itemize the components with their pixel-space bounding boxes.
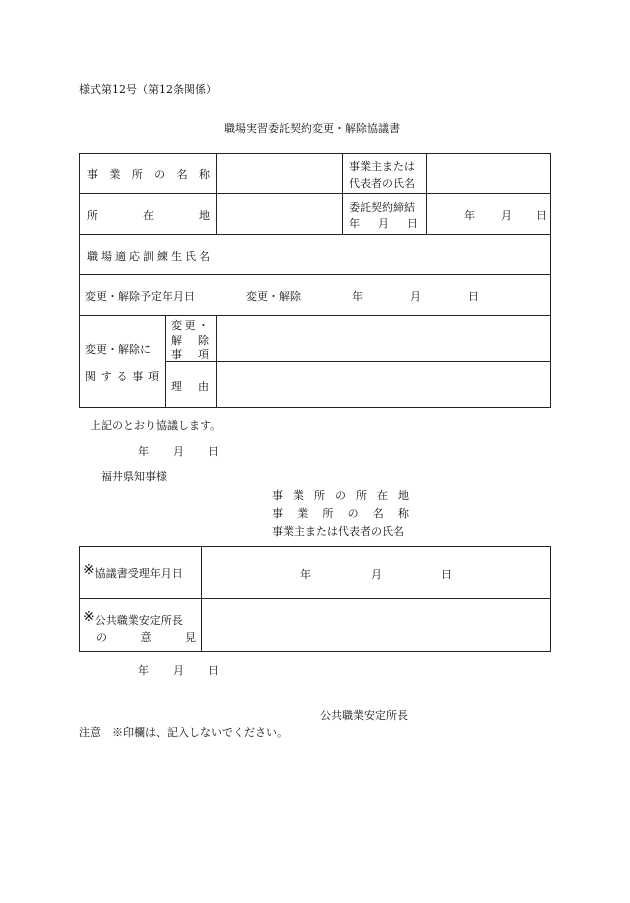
director-opinion-label-1: ※公共職業安定所長 xyxy=(83,609,183,627)
employer-name-label-2: 代表者の氏名 xyxy=(349,177,415,190)
signature-office-name: 事 業 所 の 名 称 xyxy=(272,507,409,520)
director-opinion-label-2: の 意 見 xyxy=(96,631,196,644)
scheduled-year: 年 xyxy=(352,290,363,303)
note: 注意 ※印欄は、記入しないでください。 xyxy=(79,726,288,739)
received-year: 年 xyxy=(300,568,311,581)
director-title: 公共職業安定所長 xyxy=(320,709,408,722)
matters-label-1: 変更・解除に xyxy=(85,343,151,356)
date2-month: 月 xyxy=(173,664,184,677)
scheduled-date-label: 変更・解除予定年月日 xyxy=(85,290,195,303)
date1-year: 年 xyxy=(138,445,149,458)
change-cancel-text: 変更・解除 xyxy=(246,290,301,303)
received-month: 月 xyxy=(371,568,382,581)
received-date-label: ※協議書受理年月日 xyxy=(83,562,183,580)
scheduled-month: 月 xyxy=(410,290,421,303)
items-label-3: 事 項 xyxy=(171,348,209,361)
contract-date-day: 日 xyxy=(536,209,547,222)
items-label-1: 変 更 ・ xyxy=(171,319,209,332)
contract-date-label-2: 年 月 日 xyxy=(349,217,418,230)
trainee-name-label: 職 場 適 応 訓 練 生 氏 名 xyxy=(87,250,210,263)
location-label: 所 在 地 xyxy=(87,209,210,222)
date2-day: 日 xyxy=(208,664,219,677)
items-label-2: 解 除 xyxy=(171,334,209,347)
matters-label-2: 関 す る 事 項 xyxy=(85,370,159,383)
form-number: 様式第12号（第12条関係） xyxy=(79,83,217,96)
reason-label: 理 由 xyxy=(171,380,209,393)
signature-employer-name: 事業主または代表者の氏名 xyxy=(272,525,404,538)
date2-year: 年 xyxy=(138,664,149,677)
page-title: 職場実習委託契約変更・解除協議書 xyxy=(224,122,400,135)
date1-month: 月 xyxy=(173,445,184,458)
employer-name-label-1: 事業主または xyxy=(349,160,415,173)
contract-date-label-1: 委託契約締結 xyxy=(349,201,415,214)
contract-date-year: 年 xyxy=(464,209,475,222)
agreement-text: 上記のとおり協議します。 xyxy=(90,419,222,432)
scheduled-day: 日 xyxy=(468,290,479,303)
date1-day: 日 xyxy=(208,445,219,458)
addressee: 福井県知事様 xyxy=(101,470,167,483)
contract-date-month: 月 xyxy=(501,209,512,222)
received-day: 日 xyxy=(441,568,452,581)
office-name-label: 事 業 所 の 名 称 xyxy=(87,168,210,181)
signature-office-location: 事 業 所 の 所 在 地 xyxy=(272,489,409,502)
